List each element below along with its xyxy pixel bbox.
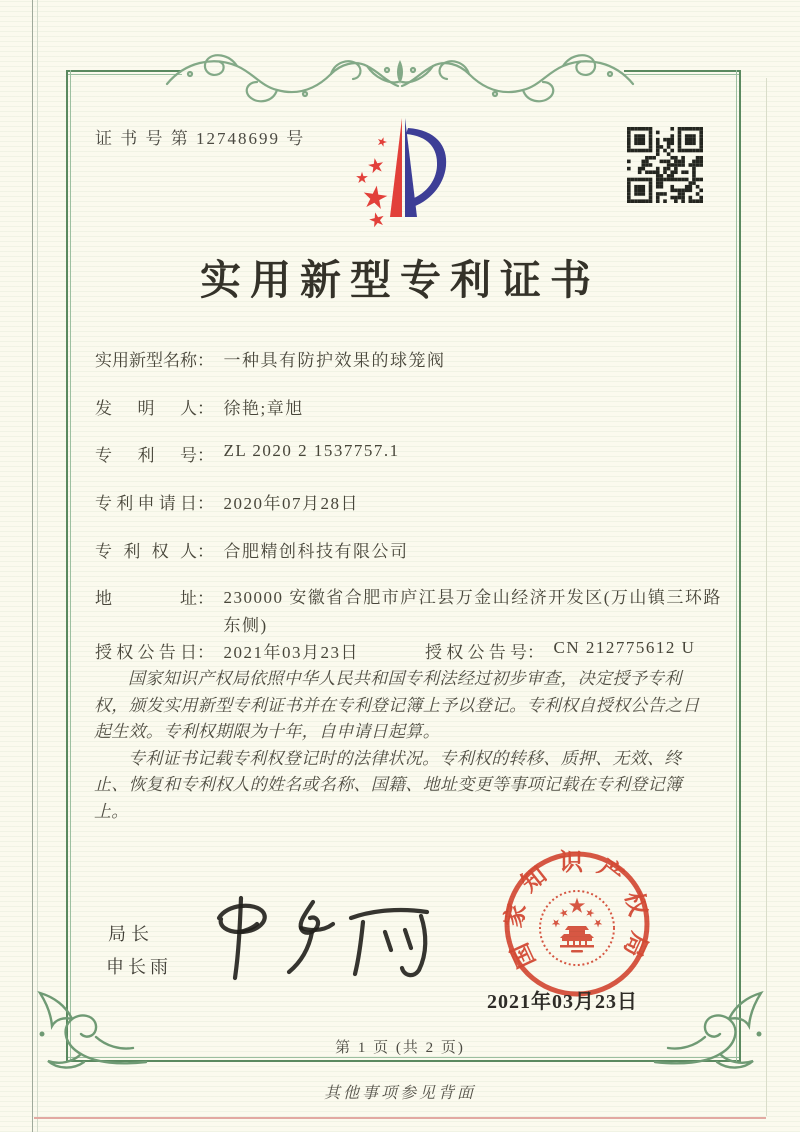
signer-title: 局长 (108, 924, 154, 944)
corner-flourish-bottom-left (34, 990, 149, 1075)
field-patentee: 专利权人： 合肥精创科技有限公司 (95, 537, 409, 562)
field-label: 授权公告号 (425, 643, 527, 662)
signer-name: 申长雨 (106, 957, 172, 977)
cnipa-logo-icon (340, 112, 470, 237)
scan-edge-right (766, 78, 767, 1116)
field-label: 授权公告日 (95, 643, 197, 662)
field-address: 地址： 230000 安徽省合肥市庐江县万金山经济开发区(万山镇三环路东侧) (95, 584, 729, 640)
frame-bottom (66, 1057, 741, 1062)
handwritten-signature (205, 888, 440, 988)
legal-text (94, 666, 710, 825)
qr-code-icon (627, 127, 703, 203)
top-ornament (165, 42, 635, 106)
official-seal (480, 848, 675, 1003)
svg-text:国家知识产权局 (500, 849, 655, 972)
back-note: 其他事项参见背面 (323, 1085, 476, 1102)
seal-date: 2021年03月23日 (487, 991, 638, 1013)
field-patent-number: 专利号： ZL 2020 2 1537757.1 (95, 441, 400, 465)
field-label: 发明人 (95, 399, 197, 418)
seal-text: 国家知识产权局 (500, 850, 654, 972)
field-label: 专利申请日 (95, 494, 197, 513)
frame-left (66, 70, 71, 1062)
field-value: 230000 安徽省合肥市庐江县万金山经济开发区(万山镇三环路东侧) (223, 588, 722, 635)
field-grant-number: 授权公告号： CN 212775612 U (425, 638, 696, 662)
scan-edge-left (32, 0, 38, 1132)
legal-paragraph-1: 国家知识产权局依照中华人民共和国专利法经过初步审查，决定授予专利权，颁发实用新型专利证书并在专利登记簿上予以登记。专利权自授权公告之日起生效。专利权期限为十年，自申请日起算。 (94, 669, 700, 741)
field-value: 2021年03月23日 (223, 643, 359, 662)
field-label: 专利号 (95, 446, 197, 465)
field-inventor: 发明人： 徐艳;章旭 (95, 394, 304, 419)
field-value: CN 212775612 U (553, 638, 696, 657)
field-value: 合肥精创科技有限公司 (223, 542, 409, 561)
field-value: 一种具有防护效果的球笼阀 (223, 351, 446, 370)
certificate-title: 实用新型专利证书 (200, 257, 600, 303)
field-value: ZL 2020 2 1537757.1 (223, 441, 400, 460)
field-utility-name: 实用新型名称： 一种具有防护效果的球笼阀 (95, 346, 446, 371)
national-emblem-icon (540, 891, 614, 965)
page-number: 第 1 页 (共 2 页) (335, 1040, 465, 1056)
field-label: 专利权人 (95, 542, 197, 561)
field-label: 地址 (95, 589, 197, 608)
frame-right (736, 70, 741, 1062)
field-label: 实用新型名称 (95, 351, 197, 370)
frame-top-right-segment (624, 70, 741, 75)
field-value: 2020年07月28日 (223, 494, 359, 513)
legal-paragraph-2: 专利证书记载专利权登记时的法律状况。专利权的转移、质押、无效、终止、恢复和专利权人的姓名或名称、国籍、地址变更等事项记载在专利登记簿上。 (94, 748, 683, 821)
field-filing-date: 专利申请日： 2020年07月28日 (95, 489, 359, 514)
field-grant: 授权公告日： 2021年03月23日 授权公告号： CN 212775612 U (95, 638, 696, 662)
certificate-number: 证 书 号 第 12748699 号 (95, 129, 306, 148)
field-value: 徐艳;章旭 (223, 399, 304, 418)
scan-edge-bottom (34, 1117, 766, 1119)
